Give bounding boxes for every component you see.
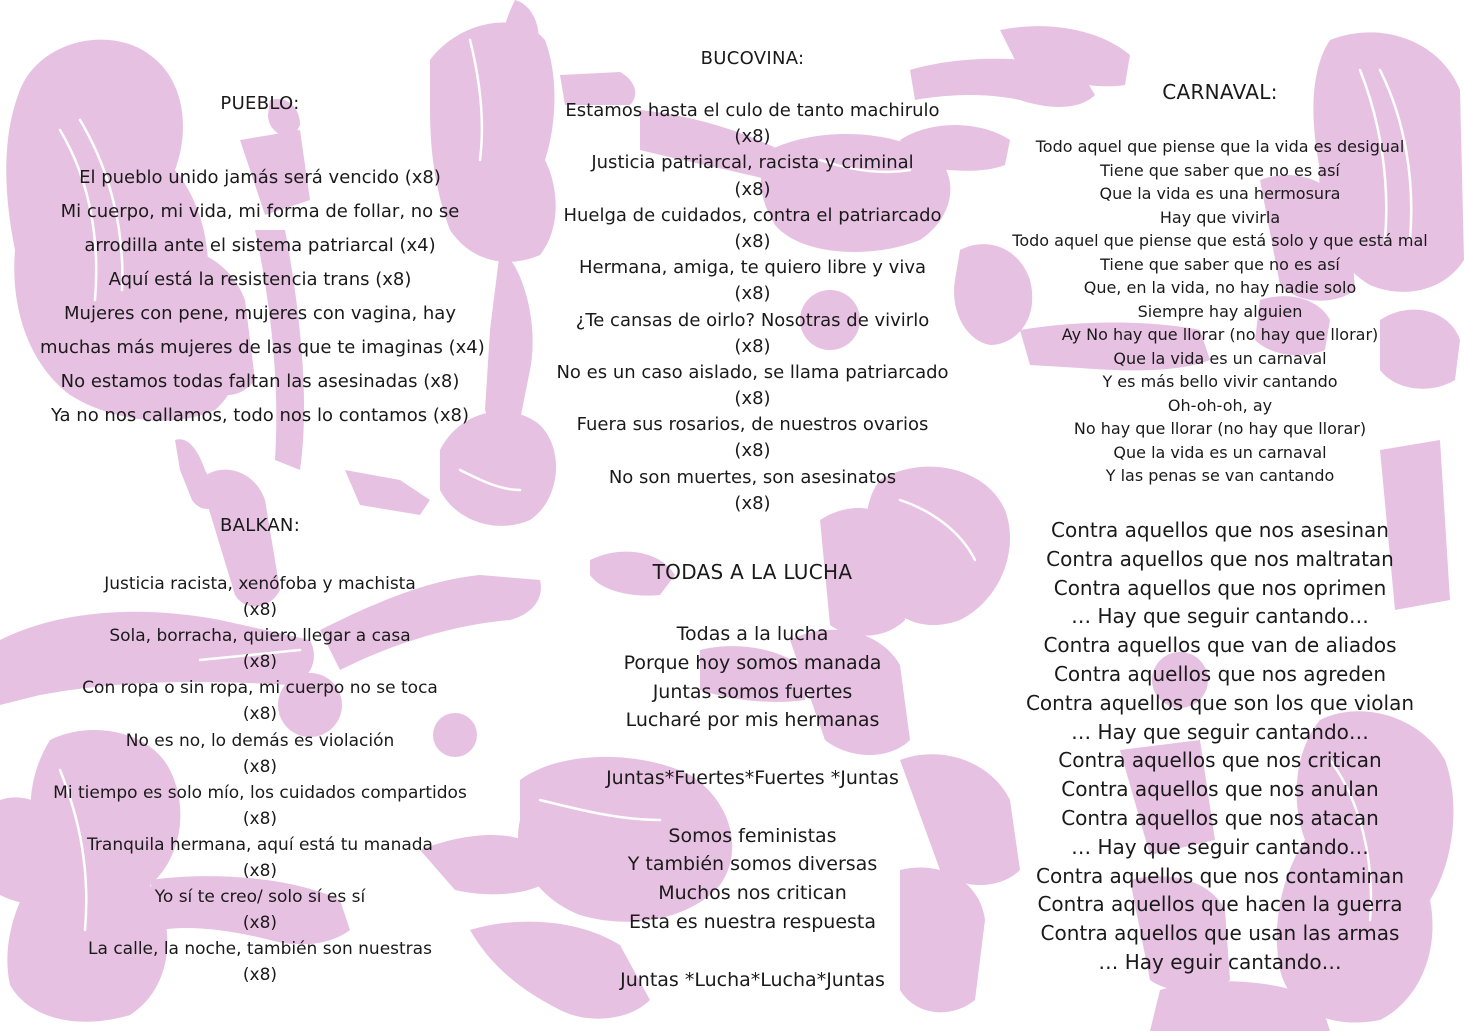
song-line: Ay No hay que llorar (no hay que llorar) [1061, 325, 1379, 344]
song-line: Lucharé por mis hermanas [625, 709, 880, 732]
song-line: Esta es nuestra respuesta [628, 910, 877, 933]
song-line: Juntas somos fuertes [652, 680, 853, 703]
song-line: Contra aquellos que van de aliados [1043, 633, 1397, 658]
carnaval-title: CARNAVAL: [1162, 80, 1278, 104]
song-line: (x8) [734, 440, 771, 462]
song-line: Hay que vivirla [1159, 207, 1281, 227]
song-line: Y es más bello vivir cantando [1102, 372, 1338, 391]
song-line: No estamos todas faltan las asesinadas (x8) [60, 371, 460, 392]
song-line: No es no, lo demás es violación [125, 730, 395, 751]
song-line: (x8) [242, 808, 278, 829]
song-line: (x8) [734, 492, 771, 514]
song-line: Contra aquellos que nos asesinan [1051, 518, 1389, 542]
song-line: Contra aquellos que nos critican [1058, 748, 1382, 773]
contra-section [990, 516, 1450, 977]
song-line: Juntas *Lucha*Lucha*Juntas [620, 968, 885, 991]
song-line: Y también somos diversas [627, 853, 878, 876]
song-line: (x8) [734, 335, 771, 357]
song-line: Todas a la lucha [676, 623, 829, 645]
song-line: Que la vida es un carnaval [1113, 442, 1327, 462]
song-line: Siempre hay alguien [1137, 301, 1303, 321]
song-line: (x8) [242, 652, 278, 673]
bucovina-title: BUCOVINA: [700, 48, 805, 69]
balkan-title: BALKAN: [219, 515, 301, 536]
song-line: Que, en la vida, no hay nadie solo [1083, 278, 1357, 297]
song-line: Hermana, amiga, te quiero libre y viva [578, 257, 927, 279]
song-line: Fuera sus rosarios, de nuestros ovarios [576, 414, 929, 436]
song-line: … Hay que seguir cantando… [1071, 604, 1369, 629]
todas-title: TODAS A LA LUCHA [652, 560, 853, 584]
song-line: Contra aquellos que nos anulan [1061, 777, 1379, 802]
song-line: Tiene que saber que no es así [1100, 160, 1340, 180]
song-line: (x8) [734, 230, 771, 252]
song-line: (x8) [242, 704, 278, 725]
pueblo-title: PUEBLO: [220, 93, 300, 114]
song-line: muchas más mujeres de las que te imaginas (x4) [40, 337, 485, 358]
song-line: Tiene que saber que no es así [1100, 254, 1340, 274]
song-line: Contra aquellos que hacen la guerra [1037, 892, 1403, 917]
song-line: (x8) [242, 965, 278, 986]
pueblo-section [40, 93, 485, 433]
song-line: (x8) [734, 283, 771, 305]
song-line: El pueblo unido jamás será vencido (x8) [79, 167, 441, 188]
song-line: Todo aquel que piense que la vida es desigual [1035, 137, 1405, 156]
song-line: Muchos nos critican [658, 882, 847, 905]
song-gap [560, 735, 945, 764]
song-line: Contra aquellos que nos contaminan [1036, 863, 1404, 888]
song-line: Huelga de cuidados, contra el patriarcado [563, 204, 942, 226]
song-line: Juntas*Fuertes*Fuertes *Juntas [606, 766, 899, 789]
song-gap [560, 793, 945, 822]
song-line: Todo aquel que piense que está solo y que está mal [1012, 231, 1428, 250]
song-line: … Hay que seguir cantando… [1071, 719, 1369, 744]
song-line: … Hay eguir cantando… [1098, 949, 1342, 974]
song-line: Mujeres con pene, mujeres con vagina, hay [64, 303, 456, 324]
song-line: (x8) [242, 913, 278, 934]
song-line: Estamos hasta el culo de tanto machirulo [565, 100, 940, 121]
balkan-section [40, 515, 480, 989]
song-line: Ya no nos callamos, todo nos lo contamos (x8) [51, 405, 469, 426]
song-line: Y las penas se van cantando [1105, 466, 1335, 485]
song-line: (x8) [242, 861, 278, 882]
song-gap [560, 937, 945, 966]
song-line: Contra aquellos que nos agreden [1053, 661, 1387, 686]
carnaval-section [990, 80, 1450, 488]
song-line: Que la vida es una hermosura [1099, 184, 1341, 203]
song-line: Contra aquellos que son los que violan [1025, 690, 1415, 715]
song-line: (x8) [242, 756, 278, 777]
song-line: Porque hoy somos manada [623, 651, 882, 674]
song-line: arrodilla ante el sistema patriarcal (x4) [84, 235, 436, 256]
song-line: Contra aquellos que nos maltratan [1046, 546, 1394, 571]
song-line: Mi tiempo es solo mío, los cuidados compartidos [53, 782, 467, 803]
song-line: … Hay que seguir cantando… [1071, 834, 1369, 859]
song-line: Mi cuerpo, mi vida, mi forma de follar, no se [60, 201, 460, 222]
song-line: No son muertes, son asesinatos [608, 466, 897, 488]
song-line: Justicia racista, xenófoba y machista [104, 574, 416, 594]
song-line: Oh-oh-oh, ay [1167, 395, 1273, 415]
song-line: Sola, borracha, quiero llegar a casa [109, 626, 411, 647]
song-line: Que la vida es un carnaval [1113, 348, 1327, 368]
song-line: Contra aquellos que nos oprimen [1053, 575, 1387, 600]
song-line: (x8) [734, 126, 771, 148]
song-line: Yo sí te creo/ solo sí es sí [154, 887, 366, 908]
song-line: No es un caso aislado, se llama patriarcado [556, 361, 949, 383]
song-line: (x8) [734, 178, 771, 200]
todas-section [560, 560, 945, 994]
song-line: Contra aquellos que usan las armas [1040, 921, 1400, 946]
song-line: Tranquila hermana, aquí está tu manada [87, 834, 433, 855]
song-line: No hay que llorar (no hay que llorar) [1073, 419, 1367, 438]
song-line: (x8) [734, 388, 771, 410]
song-line: Con ropa o sin ropa, mi cuerpo no se toca [82, 678, 438, 699]
song-line: Contra aquellos que nos atacan [1061, 805, 1379, 830]
song-line: Justicia patriarcal, racista y criminal [591, 152, 914, 174]
song-line: ¿Te cansas de oirlo? Nosotras de vivirlo [575, 309, 930, 331]
song-line: Aquí está la resistencia trans (x8) [108, 269, 412, 290]
song-line: La calle, la noche, también son nuestras [88, 939, 432, 960]
bucovina-section [545, 48, 960, 517]
song-line: (x8) [242, 600, 278, 621]
song-line: Somos feministas [668, 824, 837, 847]
